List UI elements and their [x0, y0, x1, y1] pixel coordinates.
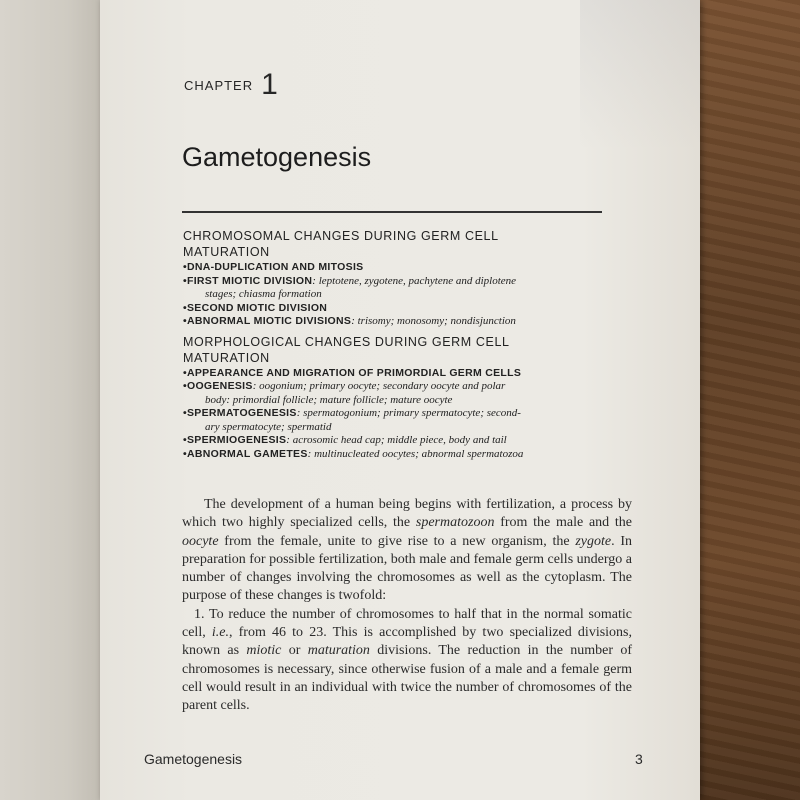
- text-run: from the female, unite to give rise to a new organism, the: [218, 533, 576, 549]
- text-run: divisions. The reduction in the number of chromosomes is necessary, since otherwise fusion of a male and a female germ cell would result in an individual with twice the number of chromosomes of the parent cells.: [182, 643, 632, 714]
- entry-label: •FIRST MIOTIC DIVISION: [183, 274, 313, 287]
- outline-entry: [183, 367, 613, 381]
- page-number: 3: [635, 751, 643, 767]
- italic-term: zygote: [575, 533, 612, 549]
- italic-term: i.e.: [211, 625, 229, 641]
- entry-detail: : multinucleated oocytes; abnormal spermatozoa: [307, 447, 524, 460]
- entry-label: •SPERMATOGENESIS: [183, 407, 297, 419]
- running-footer-title: Gametogenesis: [144, 751, 243, 767]
- chapter-title: Gametogenesis: [182, 142, 372, 172]
- chapter-label: CHAPTER: [184, 78, 254, 93]
- wood-grain: [700, 0, 800, 800]
- text-run: or: [281, 643, 308, 659]
- entry-label: •SECOND MIOTIC DIVISION: [183, 301, 328, 314]
- text-run: The development of a human being begins with fertilization, a process by which two highly specialized cells, the: [182, 497, 632, 531]
- italic-term: maturation: [307, 643, 370, 659]
- outline-entry: [183, 407, 613, 434]
- italic-term: oocyte: [182, 533, 219, 549]
- chapter-outline: [183, 228, 613, 461]
- paragraph-point-1: [182, 606, 632, 716]
- entry-detail-continued: ary spermatocyte; spermatid: [205, 420, 332, 433]
- show-through-shade: [580, 0, 700, 150]
- italic-term: spermatozoon: [415, 515, 495, 531]
- entry-detail: : trisomy; monosomy; nondisjunction: [351, 315, 516, 327]
- entry-label: •ABNORMAL GAMETES: [183, 447, 308, 460]
- outline-section-chromosomal: [183, 228, 613, 329]
- text-run: 1. To reduce the number of chromosomes to half that in the normal somatic cell,: [182, 606, 632, 641]
- paragraph-intro: [182, 496, 632, 606]
- section-heading-line: MATURATION: [183, 350, 270, 365]
- chapter-number: 1: [261, 68, 278, 101]
- entry-label: •DNA-DUPLICATION AND MITOSIS: [183, 261, 364, 273]
- entry-label: •APPEARANCE AND MIGRATION OF PRIMORDIAL GERM CELLS: [183, 366, 522, 379]
- book-page: [100, 0, 700, 800]
- section-heading: [183, 228, 613, 260]
- section-heading-line: MORPHOLOGICAL CHANGES DURING GERM CELL: [183, 334, 510, 349]
- background-left: [0, 0, 112, 800]
- body-text: [182, 496, 632, 716]
- entry-detail: : spermatogonium; primary spermatocyte; second-: [296, 407, 521, 419]
- outline-entry: [183, 261, 613, 275]
- outline-entry: [183, 380, 613, 407]
- text-run: . In preparation for possible fertilization, both male and female germ cells undergo a number of changes involving the chromosomes as well as the cytoplasm. The purpose of these changes is twofold:: [182, 533, 632, 604]
- chapter-heading: [184, 64, 278, 101]
- section-heading: [183, 334, 613, 366]
- outline-entry: [183, 315, 613, 329]
- outline-entry: [183, 448, 613, 462]
- entry-detail: : acrosomic head cap; middle piece, body and tail: [286, 434, 507, 446]
- outline-entry: [183, 275, 613, 302]
- italic-term: miotic: [246, 643, 282, 659]
- outline-section-morphological: [183, 334, 613, 462]
- entry-detail: : leptotene, zygotene, pachytene and diplotene: [312, 274, 517, 287]
- entry-label: •OOGENESIS: [183, 380, 253, 392]
- entry-detail-continued: body: primordial follicle; mature follicle; mature oocyte: [205, 393, 453, 406]
- section-heading-line: CHROMOSOMAL CHANGES DURING GERM CELL: [183, 229, 499, 243]
- entry-label: •SPERMIOGENESIS: [183, 434, 287, 446]
- text-run: , from 46 to 23. This is accomplished by two specialized divisions, known as: [182, 625, 632, 659]
- outline-entry: [183, 302, 613, 316]
- entry-detail-continued: stages; chiasma formation: [205, 288, 322, 300]
- text-run: from the male and the: [494, 515, 632, 531]
- outline-entry: [183, 434, 613, 448]
- divider-rule: [182, 211, 602, 213]
- entry-detail: : oogonium; primary oocyte; secondary oocyte and polar: [252, 380, 506, 392]
- section-heading-line: MATURATION: [183, 245, 270, 259]
- entry-label: •ABNORMAL MIOTIC DIVISIONS: [183, 315, 352, 327]
